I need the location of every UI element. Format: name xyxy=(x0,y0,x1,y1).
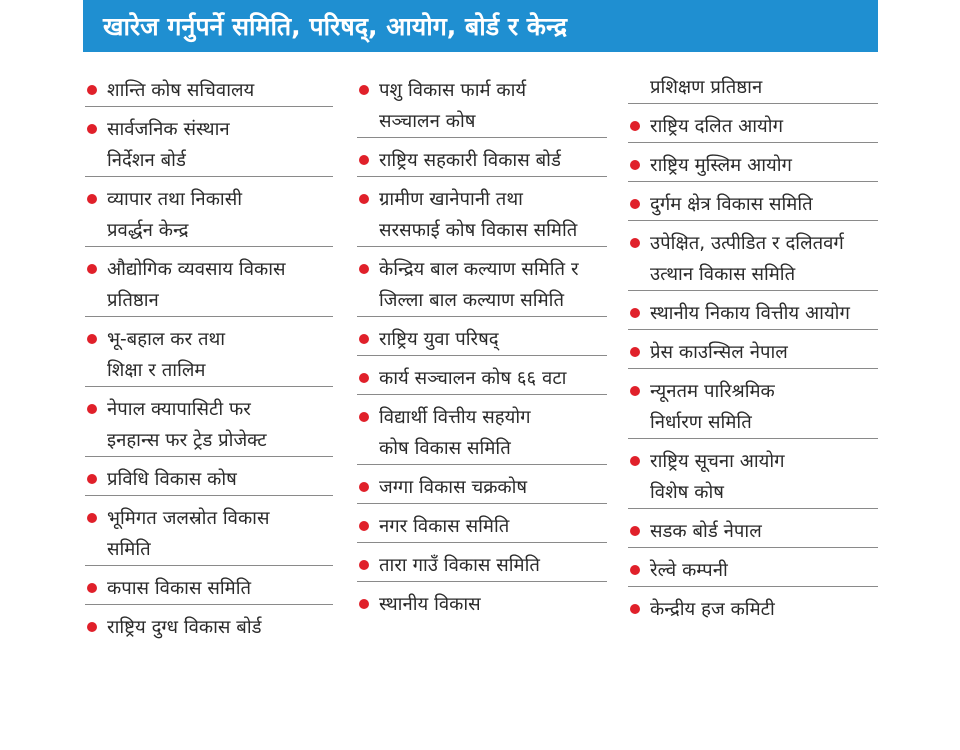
bullet-icon xyxy=(87,264,97,274)
bullet-icon xyxy=(359,521,369,531)
list-item: रेल्वे कम्पनी xyxy=(628,548,878,587)
list-item: विद्यार्थी वित्तीय सहयोग कोष विकास समिति xyxy=(357,395,607,465)
bullet-icon xyxy=(359,599,369,609)
list-item: राष्ट्रिय दलित आयोग xyxy=(628,104,878,143)
bullet-icon xyxy=(630,565,640,575)
bullet-icon xyxy=(630,121,640,131)
list-item: उपेक्षित, उत्पीडित र दलितवर्ग उत्थान विकास समिति xyxy=(628,221,878,291)
list-item: नगर विकास समिति xyxy=(357,504,607,543)
list-item: स्थानीय निकाय वित्तीय आयोग xyxy=(628,291,878,330)
bullet-icon xyxy=(87,85,97,95)
list-item: सार्वजनिक संस्थान निर्देशन बोर्ड xyxy=(85,107,333,177)
list-item: तारा गाउँ विकास समिति xyxy=(357,543,607,582)
bullet-icon xyxy=(87,474,97,484)
list-item: प्रेस काउन्सिल नेपाल xyxy=(628,330,878,369)
list-item: पशु विकास फार्म कार्य सञ्चालन कोष xyxy=(357,68,607,138)
list-item: कपास विकास समिति xyxy=(85,566,333,605)
list-item: राष्ट्रिय सूचना आयोग विशेष कोष xyxy=(628,439,878,509)
bullet-icon xyxy=(87,124,97,134)
bullet-icon xyxy=(630,604,640,614)
bullet-icon xyxy=(630,347,640,357)
bullet-icon xyxy=(87,622,97,632)
bullet-icon xyxy=(630,386,640,396)
bullet-icon xyxy=(87,583,97,593)
bullet-icon xyxy=(87,404,97,414)
list-item: ग्रामीण खानेपानी तथा सरसफाई कोष विकास समिति xyxy=(357,177,607,247)
bullet-icon xyxy=(87,513,97,523)
bullet-icon xyxy=(87,194,97,204)
page-title: खारेज गर्नुपर्ने समिति, परिषद्, आयोग, बोर्ड र केन्द्र xyxy=(83,0,878,52)
list-item: भू-बहाल कर तथा शिक्षा र तालिम xyxy=(85,317,333,387)
list-item: शान्ति कोष सचिवालय xyxy=(85,68,333,107)
list-item: केन्द्रीय हज कमिटी xyxy=(628,587,878,625)
list-item: प्रविधि विकास कोष xyxy=(85,457,333,496)
bullet-icon xyxy=(359,85,369,95)
list-item: कार्य सञ्चालन कोष ६६ वटा xyxy=(357,356,607,395)
list-item: जग्गा विकास चक्रकोष xyxy=(357,465,607,504)
column-3 xyxy=(628,68,878,625)
bullet-icon xyxy=(359,264,369,274)
bullet-icon xyxy=(359,194,369,204)
list-item: नेपाल क्यापासिटी फर इनहान्स फर ट्रेड प्रोजेक्ट xyxy=(85,387,333,457)
bullet-icon xyxy=(359,560,369,570)
list-item: दुर्गम क्षेत्र विकास समिति xyxy=(628,182,878,221)
column-2 xyxy=(357,68,607,620)
bullet-icon xyxy=(359,482,369,492)
list-item: स्थानीय विकास xyxy=(357,582,607,620)
bullet-icon xyxy=(630,526,640,536)
bullet-icon xyxy=(359,373,369,383)
list-item: भूमिगत जलस्रोत विकास समिति xyxy=(85,496,333,566)
list-item: प्रशिक्षण प्रतिष्ठान xyxy=(628,68,878,104)
bullet-icon xyxy=(630,308,640,318)
column-1 xyxy=(85,68,333,643)
bullet-icon xyxy=(359,155,369,165)
list-item: औद्योगिक व्यवसाय विकास प्रतिष्ठान xyxy=(85,247,333,317)
bullet-icon xyxy=(630,456,640,466)
list-item: केन्द्रिय बाल कल्याण समिति र जिल्ला बाल कल्याण समिति xyxy=(357,247,607,317)
list-item: सडक बोर्ड नेपाल xyxy=(628,509,878,548)
list-item: राष्ट्रिय दुग्ध विकास बोर्ड xyxy=(85,605,333,643)
list-item: न्यूनतम पारिश्रमिक निर्धारण समिति xyxy=(628,369,878,439)
list-item: राष्ट्रिय सहकारी विकास बोर्ड xyxy=(357,138,607,177)
list-item: राष्ट्रिय युवा परिषद् xyxy=(357,317,607,356)
bullet-icon xyxy=(359,412,369,422)
bullet-icon xyxy=(630,238,640,248)
list-item: राष्ट्रिय मुस्लिम आयोग xyxy=(628,143,878,182)
bullet-icon xyxy=(87,334,97,344)
bullet-icon xyxy=(630,199,640,209)
list-item: व्यापार तथा निकासी प्रवर्द्धन केन्द्र xyxy=(85,177,333,247)
bullet-icon xyxy=(630,160,640,170)
bullet-icon xyxy=(359,334,369,344)
